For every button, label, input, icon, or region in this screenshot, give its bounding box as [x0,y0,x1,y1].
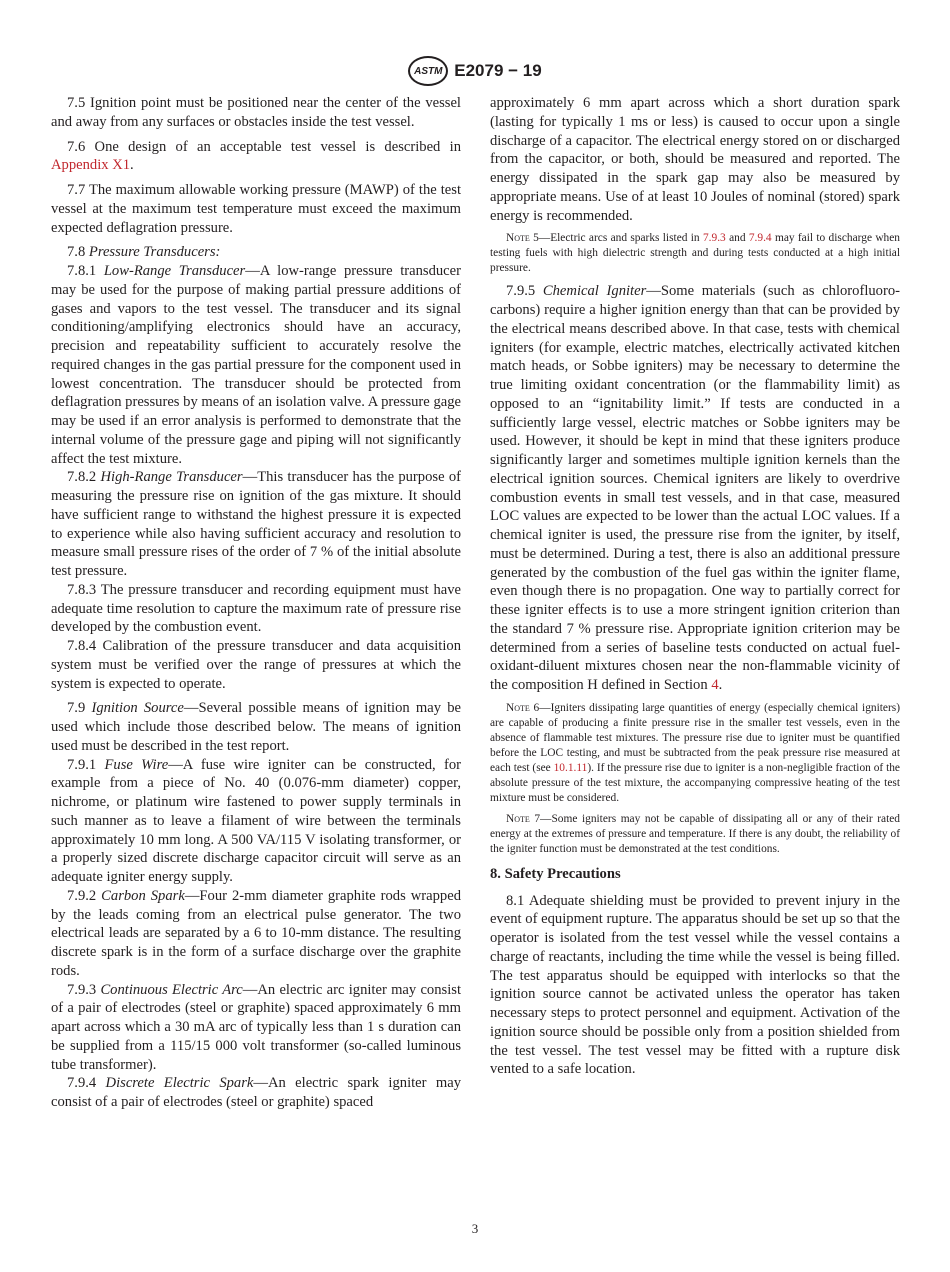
p794-num: 7.9.4 [67,1075,97,1092]
note7-label: Note 7 [506,812,541,825]
p781-title: Low-Range Transducer [103,263,246,279]
note5-and: and [729,232,746,245]
p78-title: Pressure Transducers: [88,244,221,261]
note-5 [490,231,900,276]
paragraph-7-9-4-continued: approximately 6 mm apart across which a short duration spark (lasting for typically 1 ms or less) is caused to occur upon a single discharge of a capacitor. The electrical energy stored on or discharged from the capacitor, or both, should be measured and reported. The energy dissipated in the spark gap may also be measured by appropriate means. Use of at least 10 Joules of nominal (stored) spark energy is recommended. [490,95,900,224]
logo-text: ASTM [414,65,443,77]
standard-designation: E2079 − 19 [454,61,542,80]
p791-title: Fuse Wire [104,756,169,773]
link-7-9-4[interactable]: 7.9.4 [748,232,772,245]
note5-text-b: may fail to discharge when testing fuels with high dielectric strength and during tests conducted at a high initial pressure. [490,232,900,275]
note7-text: —Some igniters may not be capable of dissipating all or any of their rated energy at the extremes of pressure and temperature. If there is any doubt, the reliability of the igniter function must be demonstrated at the test conditions. [490,812,900,855]
section-4-link[interactable]: 4 [711,677,719,693]
note-6 [490,701,900,806]
paragraph-7-9-2 [51,887,461,981]
p79-title: Ignition Source [91,700,184,717]
paragraph-7-8-2 [51,468,461,581]
p782-text: —This transducer has the purpose of measuring the pressure rise on ignition of the gas mixture. It should have sufficient range to withstand the highest pressure it is expected to experience while also having sufficient accuracy and resolution to measure small pressure rises of the order of 7 % of the initial absolute test pressure. [51,469,461,579]
paragraph-7-8 [51,243,461,262]
p781-num: 7.8.1 [67,263,97,279]
p76-end: . [130,157,134,174]
p79-text: —Several possible means of ignition may be used which include those described below. The means of ignition used must be described in the test report. [51,700,462,754]
p76-text: 7.6 One design of an acceptable test vessel is described in [67,138,461,155]
p795-end: . [718,677,723,693]
note5-label: Note 5 [506,232,539,245]
p782-title: High-Range Transducer [100,469,243,486]
link-10-1-11[interactable]: 10.1.11 [553,761,588,774]
paragraph-7-9 [51,699,461,755]
note6-label: Note 6 [506,701,540,714]
p791-num: 7.9.1 [67,756,97,773]
paragraph-7-6 [51,138,461,176]
p792-title: Carbon Spark [101,887,185,904]
paragraph-7-9-5 [490,282,900,695]
left-column [51,94,461,1112]
section-8-heading: 8. Safety Precautions [490,865,621,882]
paragraph-7-9-4 [51,1074,461,1112]
link-7-9-3[interactable]: 7.9.3 [702,232,726,245]
paragraph-7-9-3 [51,981,461,1075]
p79-num: 7.9 [67,700,86,717]
astm-logo [408,56,448,86]
note5-text-a: —Electric arcs and sparks listed in [538,232,700,245]
note6-text-a: —Igniters dissipating large quantities of energy (especially chemical igniters) are capable of producing a finite pressure rise in the smaller test vessels, even in the absence of flammable test mixtures. The pressure rise due to igniter must be quantified before the LOC testing, and must be subtracted from the peak pressure rise measured at each test (see [490,701,900,774]
right-column [490,94,900,1085]
p795-num: 7.9.5 [506,283,536,300]
note6-text-b: ). If the pressure rise due to igniter is a non-negligible fraction of the absolute pressure of the test mixture, the accompanying compressive heating of the test mixture must be considered. [490,761,900,804]
page-header [0,56,950,86]
p782-num: 7.8.2 [67,469,97,486]
p792-text: —Four 2-mm diameter graphite rods wrapped by the leads coming from an electrical pulse generator. The two electrical leads are separated by a 6 to 10-mm distance. The resulting discrete spark is in the form of a surface discharge over the graphite rods. [51,887,461,979]
p795-title: Chemical Igniter [542,283,647,300]
p78-num: 7.8 [67,244,86,261]
p793-text: —An electric arc igniter may consist of a pair of electrodes (steel or graphite) spaced approximately 6 mm apart across which a 30 mA arc of typically less than 1 s duration can be supplied from a 115/15 000 volt transformer (so-called luminous tube transformer). [51,981,461,1073]
note-7 [490,812,900,857]
p781-text: —A low-range pressure transducer may be used for the purpose of making partial pressure additions of gases and vapors to the test vessel. The transducer and its signal conditioning/amplifying electronics should have an accuracy, precision and repeatability sufficient to accurately resolve the required changes in the gas partial pressure for the component used in lowest concentration. The transducer should be protected from deflagration pressures by means of an isolation valve. A pressure gage may be used if an error analysis is performed to demonstrate that the internal volume of the pressure gage and piping will not significantly affect the test mixture. [51,263,461,467]
paragraph-7-8-1 [51,262,461,468]
p794-title: Discrete Electric Spark [105,1075,254,1092]
p795-text: —Some materials (such as chlorofluoro-carbons) require a higher ignition energy than that can be provided by the electrical means described above. In that case, tests with chemical igniters (for example, electric matches, electrically activated kitchen match heads, or Sobbe igniters) may be necessary to determine the true limiting oxidant concentration (or the flammability limit) as opposed to an “ignitability limit.” If tests are conducted in a sufficiently large vessel, electric matches or Sobbe igniters may be used. However, it should be kept in mind that these igniters produce significantly larger and sometimes multiple ignition kernels than the electrical ignition sources. Chemical igniters are likely to overdrive combustion events in small test vessels, and in that case, measured LOC values are expected to be lower than the actual LOC values. If a chemical igniter is used, the pressure rise from the igniter, by itself, must be determined. During a test, there is also an additional pressure generated by the combustion of the fuel gas within the igniter flame, even though there is no propagation. One way to partially correct for these igniter effects is to use a more stringent ignition criterion than the standard 7 % pressure rise. Appropriate ignition criterion may be determined from a series of baseline tests conducted on actual fuel-oxidant-diluent mixtures chosen near the non-flammable vicinity of the composition H defined in Section [490,283,900,693]
paragraph-7-8-4: 7.8.4 Calibration of the pressure transducer and data acquisition system must be verified over the range of pressures at which the system is expected to operate. [51,638,461,692]
appendix-x1-link[interactable]: Appendix X1 [51,157,131,174]
paragraph-7-9-1 [51,756,461,887]
paragraph-7-8-3: 7.8.3 The pressure transducer and recording equipment must have adequate time resolution to capture the maximum rate of pressure rise developed by the combustion event. [51,581,461,636]
p793-title: Continuous Electric Arc [100,981,243,998]
paragraph-8-1: 8.1 Adequate shielding must be provided to prevent injury in the event of equipment rupture. The apparatus should be set up so that the operator is isolated from the test vessel while the vessel contains a charge of reactants, including the time while the vessel is being filled. The test apparatus should be equipped with interlocks so that the ignition source cannot be activated unless the operator has taken necessary steps to protect personnel and equipment. Activation of the ignition source should be possible only from a position shielded from the test vessel. The test vessel may be fitted with a rupture disk vented to a safe location. [490,892,900,1078]
page-number: 3 [471,1221,479,1236]
p793-num: 7.9.3 [67,981,97,998]
p794-text: —An electric spark igniter may consist of a pair of electrodes (steel or graphite) spaced [51,1075,461,1110]
p791-text: —A fuse wire igniter can be constructed, for example from a piece of No. 40 (0.076-mm diameter) copper, nichrome, or platinum wire fastened to power supply terminals in such manner as to leave a filament of wire between the terminals approximately 10 mm long. A 500 VA/115 V isolating transformer, or a properly sized discrete discharge capacitor circuit will serve as an adequate igniter energy supply. [51,756,461,885]
paragraph-7-7: 7.7 The maximum allowable working pressure (MAWP) of the test vessel at the maximum test temperature must exceed the maximum expected deflagration pressure. [51,182,461,236]
paragraph-7-5: 7.5 Ignition point must be positioned near the center of the vessel and away from any surfaces or obstacles inside the test vessel. [51,95,461,130]
p792-num: 7.9.2 [67,887,97,904]
